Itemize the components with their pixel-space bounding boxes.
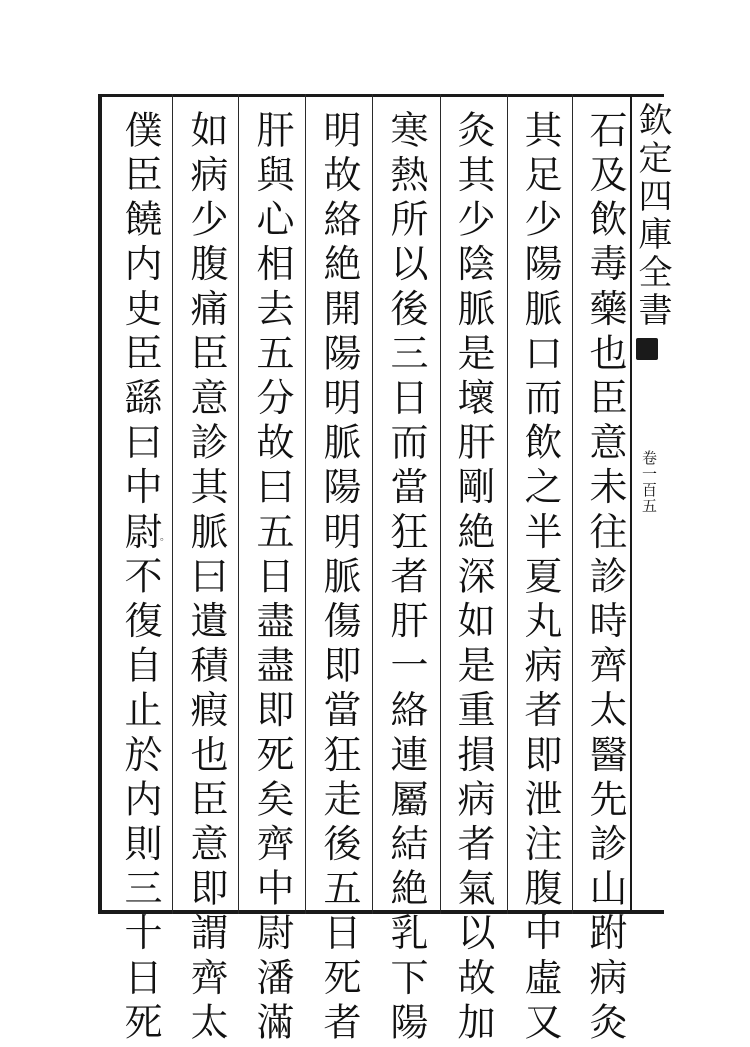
text-column-4 <box>381 110 431 1047</box>
column-text: 灸其少陰脈是壞肝剛絶深如是重損病者氣以故加 <box>451 110 495 1047</box>
collection-title-text: 欽定四庫全書 <box>632 102 672 330</box>
text-column-6 <box>247 110 297 1047</box>
text-column-2 <box>515 110 565 1047</box>
column-rule <box>372 94 373 914</box>
collection-title <box>632 102 672 330</box>
column-rule <box>238 94 239 914</box>
column-rule <box>507 94 508 914</box>
column-rule <box>172 94 173 914</box>
text-column-8 <box>115 110 165 1047</box>
text-column-5 <box>314 110 364 1047</box>
text-column-1 <box>580 110 630 1047</box>
fish-tail-mark <box>636 338 658 360</box>
annotation-mark: 。 <box>160 532 170 543</box>
column-rule <box>440 94 441 914</box>
column-text: 僕臣饒内史臣繇曰中尉不復自止於内則三十日死 <box>118 110 162 1047</box>
column-rule <box>305 94 306 914</box>
column-rule <box>572 94 573 914</box>
column-text: 石及飲毒藥也臣意未往診時齊太醫先診山跗病灸 <box>583 110 627 1047</box>
text-column-7 <box>181 110 231 1047</box>
juan-label <box>634 450 664 514</box>
text-column-3 <box>448 110 498 1047</box>
column-text: 如病少腹痛臣意診其脈曰遺積瘕也臣意即謂齊太 <box>184 110 228 1047</box>
column-text: 肝與心相去五分故曰五日盡盡即死矣齊中尉潘滿 <box>250 110 294 1047</box>
column-text: 明故絡絶開陽明脈陽明脈傷即當狂走後五日死者 <box>317 110 361 1047</box>
column-text: 寒熱所以後三日而當狂者肝一絡連屬結絶乳下陽 <box>384 110 428 1047</box>
juan-label-text: 卷一百五 <box>640 450 658 514</box>
column-text: 其足少陽脈口而飲之半夏丸病者即泄注腹中虛又 <box>518 110 562 1047</box>
